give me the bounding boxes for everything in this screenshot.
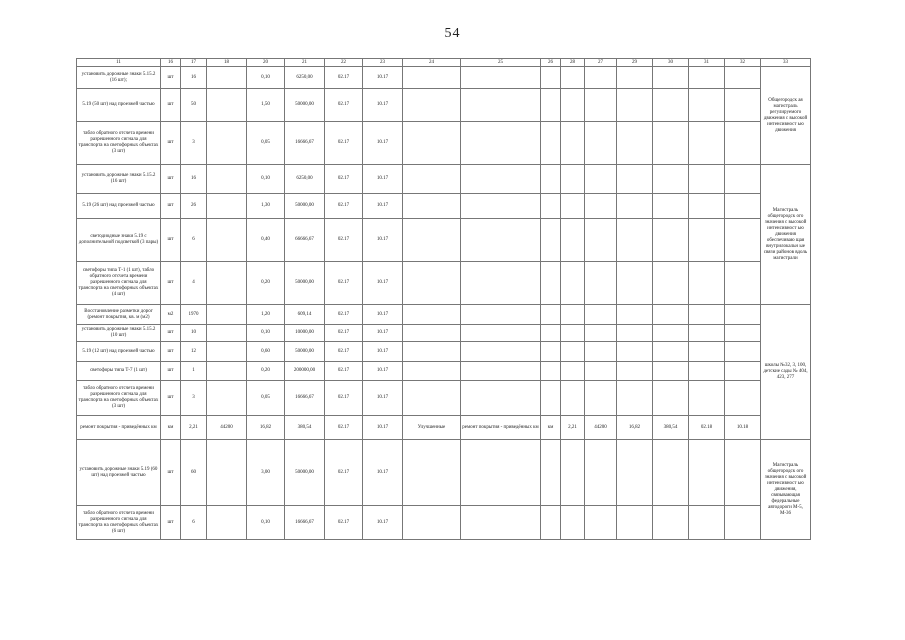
cell-c26 [541, 67, 561, 89]
cell-c29 [617, 362, 653, 381]
cell-c32 [725, 342, 761, 362]
cell-c21: 16666,67 [285, 122, 325, 165]
cell-c18 [207, 440, 247, 506]
cell-unit: шт [161, 262, 181, 305]
cell-c20: 16,82 [247, 416, 285, 440]
cell-c21: 10000,00 [285, 325, 325, 342]
cell-c31 [689, 440, 725, 506]
cell-c23: 10.17 [363, 342, 403, 362]
cell-name: 5.19 (50 шт) над проезжей частью [77, 89, 161, 122]
cell-c25 [461, 165, 541, 194]
col-header: 23 [363, 59, 403, 67]
cell-c32 [725, 219, 761, 262]
cell-c18 [207, 67, 247, 89]
cell-c23: 10.17 [363, 440, 403, 506]
cell-c31: 02.18 [689, 416, 725, 440]
cell-c28 [561, 122, 585, 165]
cell-name: светофоры типа Т-7 (1 шт) [77, 362, 161, 381]
object-note: Общегородск ая магистраль регулируемого движения с высокой интенсивност ью движения [761, 67, 811, 165]
cell-c27 [585, 305, 617, 325]
cell-c30 [653, 122, 689, 165]
cell-c21: 50000,00 [285, 194, 325, 219]
cell-name: установить дорожные знаки 5.15.2 (16 шт) [77, 165, 161, 194]
col-header: 33 [761, 59, 811, 67]
cell-name: установить дорожные знаки 5.15.2 (10 шт) [77, 325, 161, 342]
cell-c30 [653, 362, 689, 381]
cell-c25 [461, 381, 541, 416]
cell-c27 [585, 262, 617, 305]
cell-unit: шт [161, 89, 181, 122]
cell-c31 [689, 89, 725, 122]
cell-c30 [653, 67, 689, 89]
cell-c29 [617, 305, 653, 325]
cell-c27 [585, 194, 617, 219]
cell-c29 [617, 440, 653, 506]
table-row [77, 342, 811, 362]
table-row [77, 67, 811, 89]
col-header: 26 [541, 59, 561, 67]
cell-unit: м2 [161, 305, 181, 325]
cell-c22: 02.17 [325, 219, 363, 262]
cell-c32 [725, 67, 761, 89]
cell-c29 [617, 325, 653, 342]
cell-c18 [207, 342, 247, 362]
cell-c26 [541, 122, 561, 165]
cell-qty: 60 [181, 440, 207, 506]
cell-qty: 6 [181, 219, 207, 262]
cell-c23: 10.17 [363, 381, 403, 416]
page-number: 54 [444, 26, 461, 41]
cell-qty: 10 [181, 325, 207, 342]
cell-c22: 02.17 [325, 165, 363, 194]
cell-c32 [725, 89, 761, 122]
cell-c24 [403, 305, 461, 325]
cell-c26 [541, 325, 561, 342]
cell-c26 [541, 305, 561, 325]
cell-unit: шт [161, 342, 181, 362]
cell-c21: 50000,00 [285, 262, 325, 305]
works-table [76, 58, 811, 540]
col-header: 29 [617, 59, 653, 67]
cell-c27 [585, 89, 617, 122]
cell-c30 [653, 305, 689, 325]
cell-c29: 16,82 [617, 416, 653, 440]
table-row [77, 381, 811, 416]
cell-c18 [207, 262, 247, 305]
col-header: 16 [161, 59, 181, 67]
cell-c31 [689, 67, 725, 89]
col-header: 25 [461, 59, 541, 67]
cell-qty: 3 [181, 122, 207, 165]
cell-name: табло обратного отсчета времени разрешенного сигнала для транспорта на светофорных объектах (3 шт) [77, 122, 161, 165]
cell-unit: шт [161, 219, 181, 262]
cell-qty: 6 [181, 506, 207, 540]
cell-c31 [689, 165, 725, 194]
cell-c18 [207, 362, 247, 381]
cell-c26 [541, 362, 561, 381]
col-header: 27 [585, 59, 617, 67]
col-header: 21 [285, 59, 325, 67]
cell-c26 [541, 342, 561, 362]
cell-c22: 02.17 [325, 122, 363, 165]
col-header: 30 [653, 59, 689, 67]
cell-unit: шт [161, 381, 181, 416]
cell-c28 [561, 165, 585, 194]
cell-c20: 0,40 [247, 219, 285, 262]
cell-c31 [689, 305, 725, 325]
col-header: 20 [247, 59, 285, 67]
cell-c32 [725, 165, 761, 194]
cell-c32 [725, 362, 761, 381]
cell-c23: 10.17 [363, 194, 403, 219]
table-row [77, 122, 811, 165]
table-row [77, 219, 811, 262]
cell-c22: 02.17 [325, 194, 363, 219]
cell-c23: 10.17 [363, 506, 403, 540]
cell-c28 [561, 342, 585, 362]
table-row [77, 165, 811, 194]
cell-c29 [617, 165, 653, 194]
cell-c21: 609,14 [285, 305, 325, 325]
cell-unit: шт [161, 165, 181, 194]
cell-c23: 10.17 [363, 416, 403, 440]
cell-c23: 10.17 [363, 219, 403, 262]
cell-c31 [689, 342, 725, 362]
cell-c30 [653, 506, 689, 540]
cell-c32 [725, 194, 761, 219]
cell-unit: шт [161, 362, 181, 381]
cell-c27 [585, 362, 617, 381]
cell-c27 [585, 165, 617, 194]
cell-c26: км [541, 416, 561, 440]
table-row [77, 440, 811, 506]
cell-c23: 10.17 [363, 362, 403, 381]
cell-c24 [403, 381, 461, 416]
cell-c29 [617, 67, 653, 89]
cell-c28 [561, 67, 585, 89]
col-header: 17 [181, 59, 207, 67]
cell-name: табло обратного отсчета времени разрешенного сигнала для транспорта на светофорных объектах (3 шт) [77, 381, 161, 416]
cell-qty: 16 [181, 165, 207, 194]
cell-c32: 10.18 [725, 416, 761, 440]
cell-c30 [653, 219, 689, 262]
col-header: 31 [689, 59, 725, 67]
cell-c25: ремонт покрытия - приведённых км [461, 416, 541, 440]
cell-c26 [541, 165, 561, 194]
table-row [77, 506, 811, 540]
cell-c25 [461, 122, 541, 165]
cell-c29 [617, 506, 653, 540]
cell-c25 [461, 305, 541, 325]
cell-c22: 02.17 [325, 262, 363, 305]
cell-c23: 10.17 [363, 67, 403, 89]
cell-c20: 0,05 [247, 381, 285, 416]
cell-c20: 0,60 [247, 342, 285, 362]
cell-c29 [617, 194, 653, 219]
cell-c30 [653, 89, 689, 122]
table-row [77, 362, 811, 381]
cell-c30: 380,54 [653, 416, 689, 440]
cell-c29 [617, 219, 653, 262]
cell-name: Восстановление разметки дорог (ремонт покрытия, кв. м (м2) [77, 305, 161, 325]
cell-qty: 50 [181, 89, 207, 122]
cell-c23: 10.17 [363, 305, 403, 325]
cell-c32 [725, 506, 761, 540]
cell-c18 [207, 89, 247, 122]
cell-c30 [653, 440, 689, 506]
cell-c20: 0,10 [247, 165, 285, 194]
cell-c23: 10.17 [363, 89, 403, 122]
table-row [77, 194, 811, 219]
cell-name: табло обратного отсчета времени разрешенного сигнала для транспорта на светофорных объектах (6 шт) [77, 506, 161, 540]
cell-c27: 44200 [585, 416, 617, 440]
cell-c22: 02.17 [325, 440, 363, 506]
cell-c18 [207, 194, 247, 219]
table-row [77, 416, 811, 440]
cell-c18 [207, 219, 247, 262]
cell-c30 [653, 381, 689, 416]
cell-unit: шт [161, 122, 181, 165]
cell-c28 [561, 506, 585, 540]
cell-c23: 10.17 [363, 325, 403, 342]
cell-c20: 0,10 [247, 506, 285, 540]
cell-c24 [403, 89, 461, 122]
cell-c21: 50000,00 [285, 342, 325, 362]
cell-c24 [403, 262, 461, 305]
cell-c24 [403, 506, 461, 540]
cell-c20: 0,20 [247, 262, 285, 305]
cell-unit: шт [161, 325, 181, 342]
cell-c28 [561, 381, 585, 416]
cell-c24 [403, 194, 461, 219]
cell-c18 [207, 506, 247, 540]
cell-unit: шт [161, 506, 181, 540]
cell-c20: 0,10 [247, 325, 285, 342]
cell-c25 [461, 440, 541, 506]
cell-c20: 0,20 [247, 362, 285, 381]
cell-c30 [653, 262, 689, 305]
object-note: Магистраль общегородск ого значения с высокой интенсивност ью движения обеспечиваю щая внутрилокальн ые связи районов вдоль магистрали [761, 165, 811, 305]
cell-c32 [725, 440, 761, 506]
cell-c24 [403, 440, 461, 506]
cell-c25 [461, 89, 541, 122]
object-note: школы №32, 3, 100, детские сады № 404, 423, 277 [761, 305, 811, 440]
cell-c22: 02.17 [325, 67, 363, 89]
cell-c31 [689, 219, 725, 262]
cell-name: светодиодные знаки 5.19 с дополнительной подсветкой (3 пары) [77, 219, 161, 262]
cell-c29 [617, 122, 653, 165]
cell-c21: 6250,00 [285, 67, 325, 89]
cell-c22: 02.17 [325, 416, 363, 440]
cell-c20: 3,00 [247, 440, 285, 506]
cell-c32 [725, 262, 761, 305]
cell-c31 [689, 122, 725, 165]
cell-c30 [653, 165, 689, 194]
cell-qty: 2,21 [181, 416, 207, 440]
cell-c28 [561, 89, 585, 122]
cell-c31 [689, 325, 725, 342]
cell-c25 [461, 67, 541, 89]
cell-c18 [207, 325, 247, 342]
cell-c24: Улучшенные [403, 416, 461, 440]
cell-c22: 02.17 [325, 342, 363, 362]
cell-unit: шт [161, 67, 181, 89]
col-header: 22 [325, 59, 363, 67]
cell-c26 [541, 506, 561, 540]
col-header: 11 [77, 59, 161, 67]
cell-c25 [461, 325, 541, 342]
cell-c24 [403, 219, 461, 262]
cell-qty: 12 [181, 342, 207, 362]
cell-c31 [689, 381, 725, 416]
cell-c27 [585, 506, 617, 540]
cell-c21: 50000,00 [285, 440, 325, 506]
cell-c31 [689, 262, 725, 305]
cell-c25 [461, 219, 541, 262]
cell-c29 [617, 381, 653, 416]
cell-qty: 16 [181, 67, 207, 89]
cell-c22: 02.17 [325, 305, 363, 325]
cell-c26 [541, 440, 561, 506]
cell-c24 [403, 67, 461, 89]
cell-qty: 1970 [181, 305, 207, 325]
cell-name: установить дорожные знаки 5.15.2 (16 шт); [77, 67, 161, 89]
col-header: 32 [725, 59, 761, 67]
cell-c25 [461, 506, 541, 540]
cell-c22: 02.17 [325, 89, 363, 122]
cell-c26 [541, 381, 561, 416]
cell-c25 [461, 194, 541, 219]
cell-c29 [617, 342, 653, 362]
cell-c27 [585, 381, 617, 416]
cell-c21: 6250,00 [285, 165, 325, 194]
cell-unit: шт [161, 194, 181, 219]
cell-c23: 10.17 [363, 122, 403, 165]
cell-unit: км [161, 416, 181, 440]
cell-c21: 16666,67 [285, 506, 325, 540]
cell-c28 [561, 194, 585, 219]
cell-c26 [541, 219, 561, 262]
cell-c24 [403, 325, 461, 342]
cell-c22: 02.17 [325, 381, 363, 416]
cell-c21: 200000,00 [285, 362, 325, 381]
object-note: Магистраль общегородск ого значения с высокой интенсивност ью движения, связывающая федеральные автодороги М-5, М-36 [761, 440, 811, 540]
cell-c20: 1,30 [247, 194, 285, 219]
cell-c29 [617, 89, 653, 122]
table-row [77, 262, 811, 305]
cell-c28 [561, 440, 585, 506]
cell-c22: 02.17 [325, 362, 363, 381]
cell-name: 5.19 (12 шт) над проезжей частью [77, 342, 161, 362]
col-header: 18 [207, 59, 247, 67]
cell-c26 [541, 89, 561, 122]
cell-c28: 2,21 [561, 416, 585, 440]
cell-c31 [689, 194, 725, 219]
cell-c18 [207, 122, 247, 165]
table-row [77, 325, 811, 342]
cell-c23: 10.17 [363, 165, 403, 194]
cell-c24 [403, 342, 461, 362]
cell-c32 [725, 305, 761, 325]
cell-qty: 1 [181, 362, 207, 381]
cell-name: ремонт покрытия - приведённых км [77, 416, 161, 440]
cell-c27 [585, 325, 617, 342]
cell-c28 [561, 262, 585, 305]
cell-c28 [561, 219, 585, 262]
cell-qty: 3 [181, 381, 207, 416]
cell-qty: 26 [181, 194, 207, 219]
cell-c25 [461, 262, 541, 305]
cell-c21: 16666,67 [285, 381, 325, 416]
cell-c21: 380,54 [285, 416, 325, 440]
cell-c24 [403, 122, 461, 165]
cell-c30 [653, 342, 689, 362]
cell-c27 [585, 67, 617, 89]
cell-c27 [585, 122, 617, 165]
cell-c22: 02.17 [325, 325, 363, 342]
cell-name: светофоры типа Т-1 (1 шт), табло обратного отсчета времени разрешенного сигнала для транспорта на светофорных объектах (4 шт) [77, 262, 161, 305]
cell-c27 [585, 440, 617, 506]
cell-c22: 02.17 [325, 506, 363, 540]
cell-c28 [561, 305, 585, 325]
cell-c18 [207, 305, 247, 325]
cell-c20: 1,50 [247, 89, 285, 122]
col-header: 24 [403, 59, 461, 67]
cell-c28 [561, 362, 585, 381]
cell-c21: 66666,67 [285, 219, 325, 262]
table-row [77, 305, 811, 325]
cell-c18 [207, 165, 247, 194]
cell-c32 [725, 325, 761, 342]
cell-c25 [461, 362, 541, 381]
table-row [77, 89, 811, 122]
cell-c31 [689, 362, 725, 381]
cell-c27 [585, 219, 617, 262]
cell-c18: 44200 [207, 416, 247, 440]
cell-c26 [541, 262, 561, 305]
cell-c32 [725, 122, 761, 165]
cell-c20: 1,20 [247, 305, 285, 325]
cell-c31 [689, 506, 725, 540]
cell-c26 [541, 194, 561, 219]
cell-c28 [561, 325, 585, 342]
cell-c18 [207, 381, 247, 416]
cell-c20: 0,10 [247, 67, 285, 89]
column-header-row [77, 59, 811, 67]
cell-c24 [403, 362, 461, 381]
cell-unit: шт [161, 440, 181, 506]
col-header: 28 [561, 59, 585, 67]
cell-name: установить дорожные знаки 5.19 (60 шт) над проезжей частью [77, 440, 161, 506]
cell-c29 [617, 262, 653, 305]
cell-c20: 0,05 [247, 122, 285, 165]
cell-c21: 50000,00 [285, 89, 325, 122]
cell-c27 [585, 342, 617, 362]
cell-qty: 4 [181, 262, 207, 305]
cell-c30 [653, 325, 689, 342]
cell-name: 5.19 (26 шт) над проезжей частью [77, 194, 161, 219]
cell-c30 [653, 194, 689, 219]
cell-c32 [725, 381, 761, 416]
cell-c25 [461, 342, 541, 362]
cell-c23: 10.17 [363, 262, 403, 305]
cell-c24 [403, 165, 461, 194]
